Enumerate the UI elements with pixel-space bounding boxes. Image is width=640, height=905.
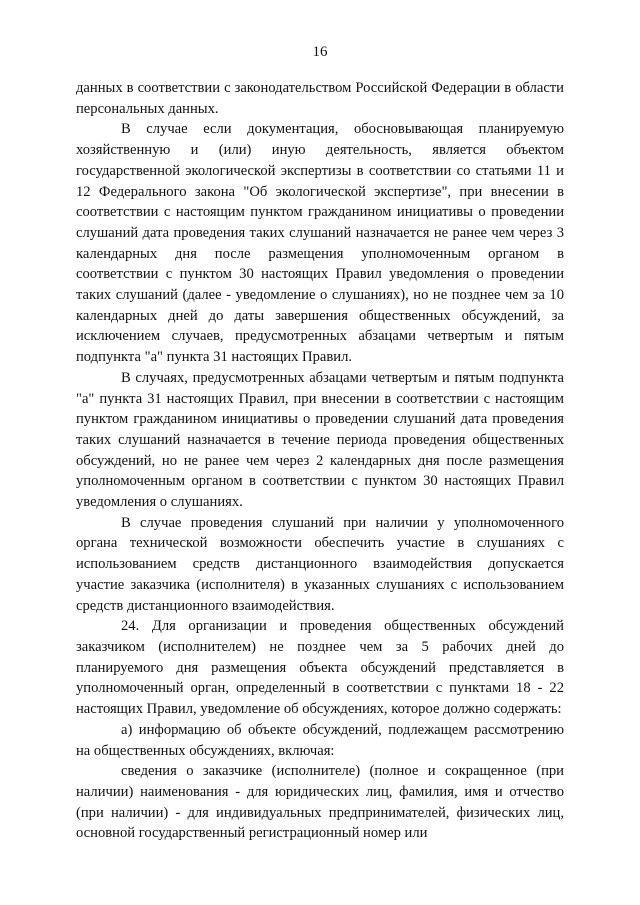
paragraph-personal-data: данных в соответствии с законодательством Российской Федерации в области персональных данных. [76, 80, 564, 117]
paragraph-customer-info: сведения о заказчике (исполнителе) (полное и сокращенное (при наличии) наименования - для юридических лиц, фамилия, имя и отчество (при наличии) - для индивидуальных предпринимателей, физических лиц, основной государственный регистрационный номер или [76, 763, 564, 842]
paragraph-remote-participation: В случае проведения слушаний при наличии у уполномоченного органа технической возможности обеспечить участие в слушаниях с использованием средств дистанционного взаимодействия допускается участие заказчика (исполнителя) в указанных слушаниях с использованием средств дистанционного взаимодействия. [76, 514, 564, 614]
paragraph-subitem-a: а) информацию об объекте обсуждений, подлежащем рассмотрению на общественных обсуждениях, включая: [76, 721, 564, 759]
paragraph-hearing-dates: В случаях, предусмотренных абзацами четвертым и пятым подпункта "а" пункта 31 настоящих Правил, при внесении в соответствии с настоящим пунктом гражданином инициативы о проведении слушаний дата проведения таких слушаний назначается в течение периода проведения общественных обсуждений, но не ранее чем через 2 календарных дня после размещения уполномоченным органом в соответствии с пунктом 30 настоящих Правил уведомления о слушаниях. [76, 369, 564, 511]
document-body [76, 78, 564, 844]
paragraph-item-24: 24. Для организации и проведения общественных обсуждений заказчиком (исполнителем) не позднее чем за 5 рабочих дней до планируемого дня размещения объекта обсуждений представляется в уполномоченный орган, определенный в соответствии с пунктами 18 - 22 настоящих Правил, уведомление об обсуждениях, которое должно содержать: [76, 618, 564, 718]
paragraph-ecological-expertise: В случае если документация, обосновывающая планируемую хозяйственную и (или) иную деятельность, является объектом государственной экологической экспертизы в соответствии со статьями 11 и 12 Федерального закона "Об экологической экспертизе", при внесении в соответствии с настоящим пунктом гражданином инициативы о проведении слушаний дата проведения таких слушаний назначается не ранее чем через 3 календарных дня после размещения уполномоченным органом в соответствии с пунктом 30 настоящих Правил уведомления о проведении таких слушаний (далее - уведомление о слушаниях), но не позднее чем за 10 календарных дней до даты завершения общественных обсуждений, за исключением случаев, предусмотренных абзацами четвертым и пятым подпункта "а" пункта 31 настоящих Правил. [76, 121, 564, 366]
page-number: 16 [312, 44, 328, 60]
